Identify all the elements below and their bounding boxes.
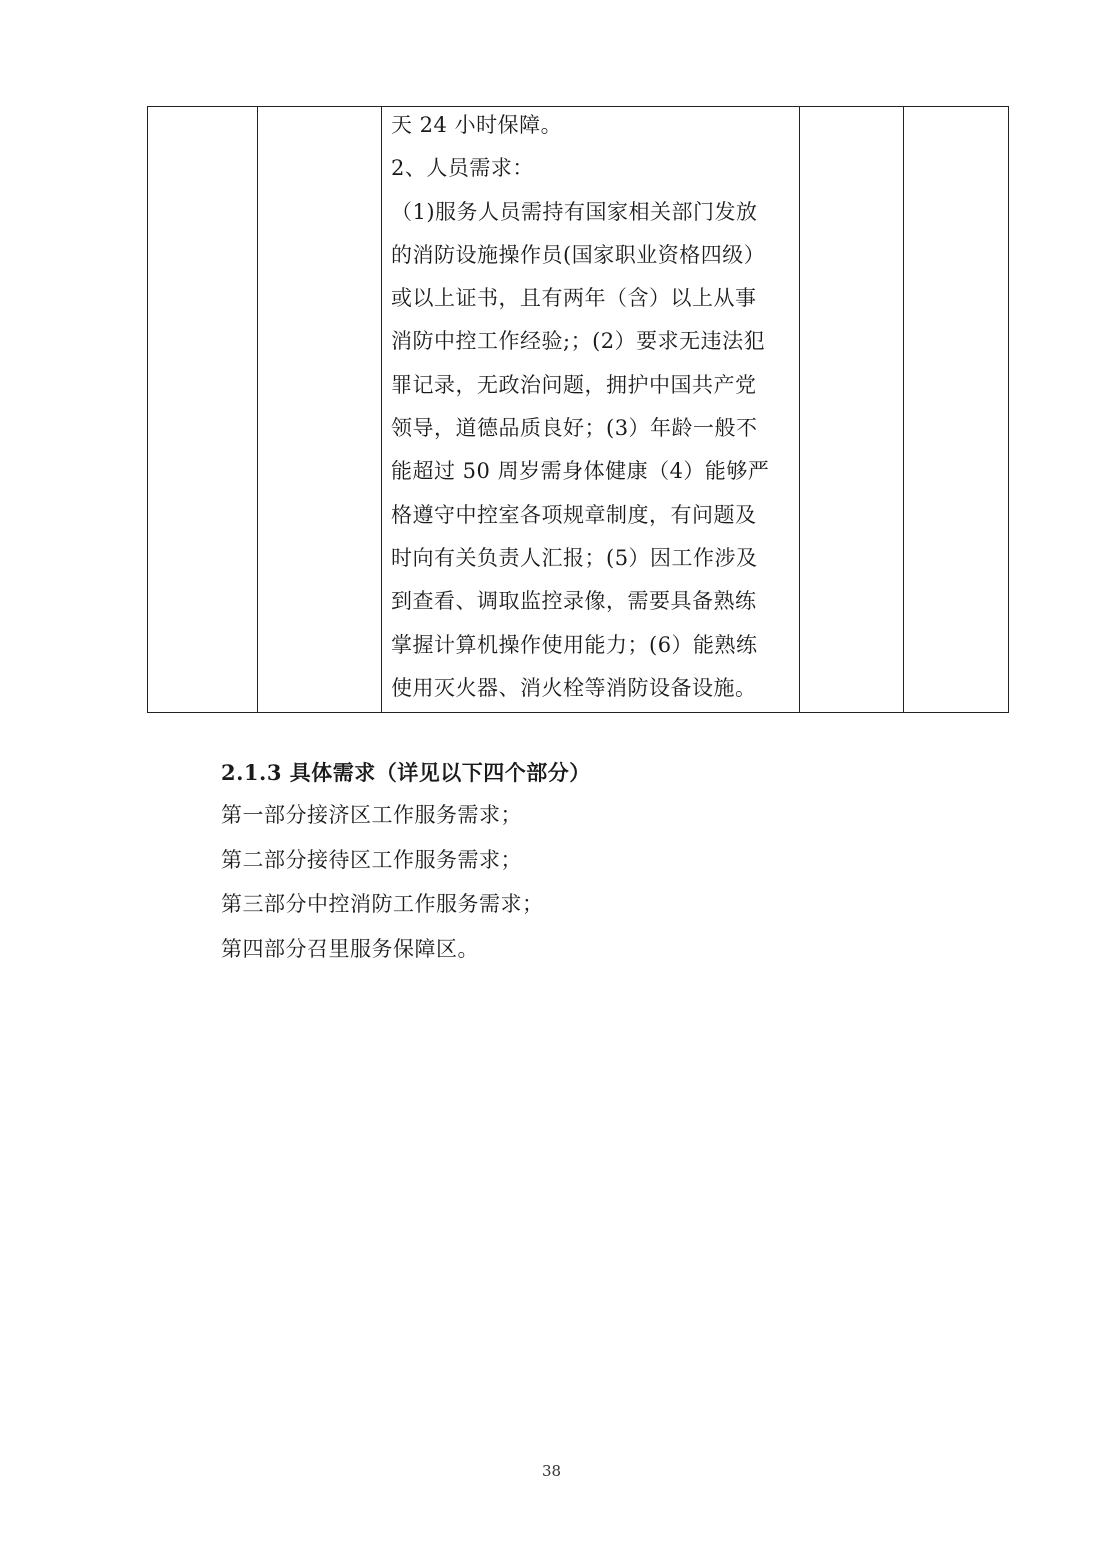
table-column-divider (257, 107, 258, 712)
list-item: 第一部分接济区工作服务需求； (221, 803, 522, 827)
table-column-divider (799, 107, 800, 712)
table-cell-line: （1)服务人员需持有国家相关部门发放 (391, 199, 758, 224)
parts-list (221, 797, 544, 975)
table-cell-line: 到查看、调取监控录像，需要具备熟练 (391, 589, 757, 614)
table-cell-line: 格遵守中控室各项规章制度，有问题及 (391, 502, 757, 527)
list-item: 第二部分接待区工作服务需求； (221, 847, 522, 872)
list-item: 第三部分中控消防工作服务需求； (221, 892, 544, 916)
table-cell-requirements (391, 107, 791, 713)
section-heading: 2.1.3 具体需求（详见以下四个部分） (221, 760, 591, 785)
table-cell-line: 领导，道德品质良好；(3）年龄一般不 (391, 416, 758, 441)
requirements-table (147, 106, 1009, 713)
table-column-divider (381, 107, 382, 712)
page-number: 38 (541, 1462, 562, 1480)
table-cell-line: 掌握计算机操作使用能力；(6）能熟练 (391, 632, 758, 657)
table-cell-line: 2、人员需求： (391, 156, 534, 181)
table-cell-line: 的消防设施操作员(国家职业资格四级） (391, 242, 766, 267)
table-cell-line: 罪记录，无政治问题，拥护中国共产党 (391, 372, 757, 397)
list-item: 第四部分召里服务保障区。 (221, 936, 479, 961)
table-cell-line: 天 24 小时保障。 (391, 113, 563, 137)
table-cell-line: 或以上证书，且有两年（含）以上从事 (391, 286, 757, 311)
table-cell-line: 使用灭火器、消火栓等消防设备设施。 (391, 675, 757, 700)
table-cell-line: 消防中控工作经验;；(2）要求无违法犯 (391, 329, 766, 354)
table-column-divider (903, 107, 904, 712)
table-cell-line: 能超过 50 周岁需身体健康（4）能够严 (391, 459, 770, 484)
table-cell-line: 时向有关负责人汇报；(5）因工作涉及 (391, 545, 758, 570)
